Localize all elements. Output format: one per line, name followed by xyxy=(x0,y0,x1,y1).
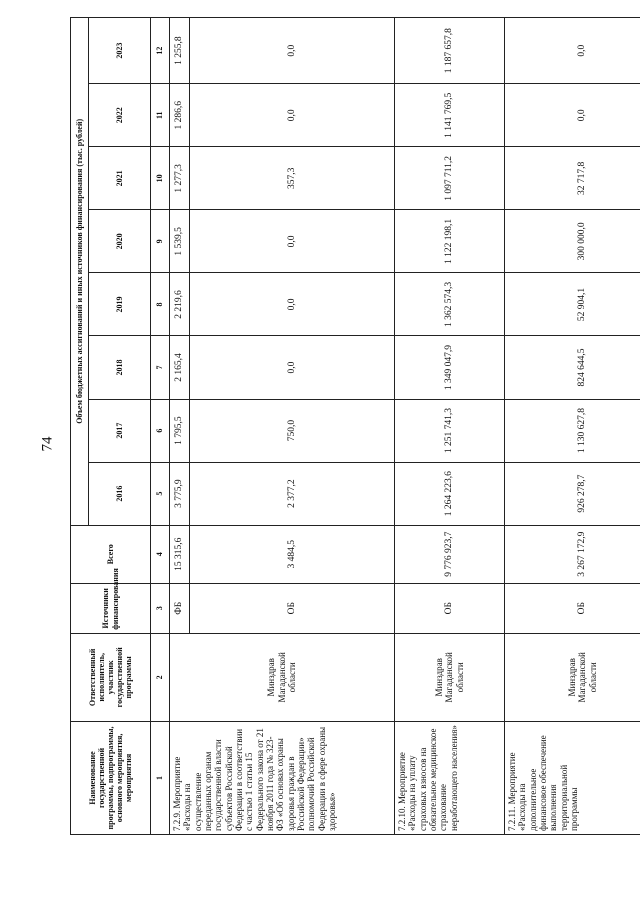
header-year: 2020 xyxy=(89,210,151,273)
header-year: 2021 xyxy=(89,147,151,210)
row-value: 1 122 198,1 xyxy=(395,210,505,273)
column-number: 1 xyxy=(151,721,170,834)
column-number: 11 xyxy=(151,84,170,147)
row-value: 0,0 xyxy=(505,18,640,84)
header-total: Всего xyxy=(71,525,151,583)
row-value: 1 141 769,5 xyxy=(395,84,505,147)
rotated-table-wrapper xyxy=(70,17,640,835)
column-number: 6 xyxy=(151,399,170,462)
row-value: 1 264 223,6 xyxy=(395,462,505,525)
row-total: 9 776 923,7 xyxy=(395,525,505,583)
row-total: 3 267 172,9 xyxy=(505,525,640,583)
header-volume: Объем бюджетных ассигнований и иных источников финансирования (тыс. рублей) xyxy=(71,18,89,526)
row-value: 1 255,8 xyxy=(170,18,190,84)
row-value: 1 539,5 xyxy=(170,210,190,273)
rotated-page-area xyxy=(70,17,640,835)
row-total: 3 484,5 xyxy=(190,525,395,583)
column-number: 12 xyxy=(151,18,170,84)
row-value: 0,0 xyxy=(190,84,395,147)
row-value: 300 000,0 xyxy=(505,210,640,273)
row-value: 0,0 xyxy=(190,210,395,273)
header-source: Источники финансирования xyxy=(71,583,151,633)
row-total: 15 315,6 xyxy=(170,525,190,583)
row-value: 824 644,5 xyxy=(505,336,640,399)
column-number: 3 xyxy=(151,583,170,633)
row-value: 52 904,1 xyxy=(505,273,640,336)
row-value: 2 377,2 xyxy=(190,462,395,525)
row-value: 1 362 574,3 xyxy=(395,273,505,336)
row-value: 0,0 xyxy=(505,84,640,147)
header-year: 2022 xyxy=(89,84,151,147)
row-value: 357,3 xyxy=(190,147,395,210)
row-source: ОБ xyxy=(395,583,505,633)
header-year: 2023 xyxy=(89,18,151,84)
row-value: 0,0 xyxy=(190,18,395,84)
header-year: 2016 xyxy=(89,462,151,525)
column-number: 4 xyxy=(151,525,170,583)
row-value: 1 795,5 xyxy=(170,399,190,462)
row-name: 7.2.11. Мероприятие «Расходы на дополнительное финансовое обеспечение выполнения территориальной программы xyxy=(505,721,640,834)
column-number: 9 xyxy=(151,210,170,273)
row-value: 1 130 627,8 xyxy=(505,399,640,462)
row-source: ФБ xyxy=(170,583,190,633)
column-number: 5 xyxy=(151,462,170,525)
row-value: 0,0 xyxy=(190,336,395,399)
row-value: 1 251 741,3 xyxy=(395,399,505,462)
column-number: 7 xyxy=(151,336,170,399)
row-source: ОБ xyxy=(505,583,640,633)
row-value: 2 165,4 xyxy=(170,336,190,399)
table-row xyxy=(395,18,505,835)
row-source: ОБ xyxy=(190,583,395,633)
row-value: 2 219,6 xyxy=(170,273,190,336)
row-name: 7.2.10. Мероприятие «Расходы на уплату страховых взносов на обязательное медицинское страхование неработающего населения» xyxy=(395,721,505,834)
row-value: 3 775,9 xyxy=(170,462,190,525)
column-number-row xyxy=(151,18,170,835)
header-responsible: Ответственный исполнитель, участник государственной программы xyxy=(71,633,151,721)
row-value: 750,0 xyxy=(190,399,395,462)
header-name: Наименование государственной программы, подпрограммы, основного мероприятия, мероприятия xyxy=(71,721,151,834)
column-number: 10 xyxy=(151,147,170,210)
row-value: 1 286,6 xyxy=(170,84,190,147)
column-number: 8 xyxy=(151,273,170,336)
table-row xyxy=(170,18,190,835)
header-year: 2018 xyxy=(89,336,151,399)
row-responsible: Минздрав Магаданской области xyxy=(505,633,640,721)
row-value: 1 349 047,9 xyxy=(395,336,505,399)
budget-table xyxy=(70,17,640,835)
row-value: 1 097 711,2 xyxy=(395,147,505,210)
row-responsible: Минздрав Магаданской области xyxy=(395,633,505,721)
row-value: 0,0 xyxy=(190,273,395,336)
row-value: 32 717,8 xyxy=(505,147,640,210)
row-value: 1 277,3 xyxy=(170,147,190,210)
row-value: 926 278,7 xyxy=(505,462,640,525)
row-value: 1 187 657,8 xyxy=(395,18,505,84)
column-number: 2 xyxy=(151,633,170,721)
header-year: 2017 xyxy=(89,399,151,462)
row-responsible: Минздрав Магаданской области xyxy=(170,633,395,721)
header-year: 2019 xyxy=(89,273,151,336)
page-number: 74 xyxy=(39,436,56,452)
table-row xyxy=(505,18,640,835)
row-name: 7.2.9. Мероприятие «Расходы на осуществление переданных органам государственной власти субъектов Российской Федерации в соответствии с частью 1 статьи 15 Федерального закона от 21 ноября 2011 года № 323-ФЗ «Об основах охраны здоровья граждан в Российской Федерации» полномочий Российской Федерации в сфере охраны здоровья» xyxy=(170,721,395,834)
